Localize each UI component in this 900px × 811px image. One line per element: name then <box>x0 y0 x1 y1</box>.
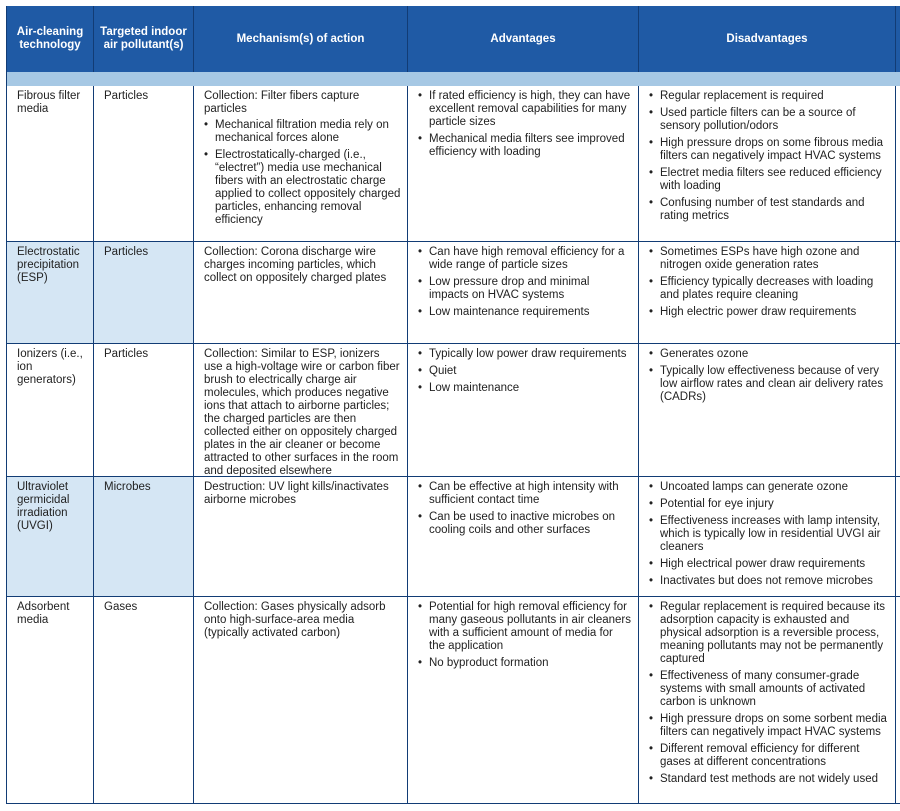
disadvantages-list <box>649 90 889 223</box>
list-item: • High pressure drops on some sorbent media filters can negatively impact HVAC systems <box>649 713 889 739</box>
list-item: • High electrical power draw requirements <box>649 558 889 571</box>
list-item: • Sometimes ESPs have high ozone and nitrogen oxide generation rates <box>649 246 889 272</box>
list-item: • Effectiveness of many consumer-grade systems with small amounts of activated carbon is unknown <box>649 670 889 709</box>
advantages-cell <box>408 477 639 597</box>
advantages-list <box>418 90 632 159</box>
list-item: • Different removal efficiency for different gases at different concentrations <box>649 743 889 769</box>
mechanism-list <box>204 119 401 227</box>
mechanism-cell <box>194 242 408 344</box>
pollutant-cell: Gases <box>94 597 194 804</box>
mechanism-cell <box>194 597 408 804</box>
disadvantages-cell <box>639 344 896 477</box>
list-item: • Low maintenance <box>418 382 632 395</box>
mechanism-text: Collection: Gases physically adsorb onto high-surface-area media (typically activated carbon) <box>204 601 386 639</box>
list-item: • Regular replacement is required because its adsorption capacity is exhausted and physical adsorption is a reversible process, meaning pollutants may not be permanently captured <box>649 601 889 666</box>
technology-cell: Electrostatic precipitation (ESP) <box>6 242 94 344</box>
pollutant-cell: Microbes <box>94 477 194 597</box>
list-item: • Confusing number of test standards and rating metrics <box>649 197 889 223</box>
advantages-list <box>418 246 632 319</box>
disadvantages-list <box>649 246 889 319</box>
mechanism-text: Collection: Similar to ESP, ionizers use a high-voltage wire or carbon fiber brush to electrically charge air molecules, which produces negative ions that attach to airborne particles; the charged particles are then collected either on oppositely charged plates in the air cleaner or become attracted to other surfaces in the room and deposited elsewhere <box>204 348 400 477</box>
disadvantages-cell <box>639 86 896 242</box>
table-row <box>6 477 900 597</box>
list-item: • Typically low effectiveness because of very low airflow rates and clean air delivery rates (CADRs) <box>649 365 889 404</box>
disadvantages-list <box>649 481 889 588</box>
list-item: • Effectiveness increases with lamp intensity, which is typically low in residential UVGI air cleaners <box>649 515 889 554</box>
header-extra-column <box>896 6 900 72</box>
advantages-list <box>418 481 632 537</box>
table-row <box>6 597 900 804</box>
disadvantages-list <box>649 601 889 786</box>
list-item: • Electrostatically-charged (i.e., “electret”) media use mechanical fibers with an electrostatic charge applied to collect oppositely charged particles, enhancing removal efficiency <box>204 149 401 227</box>
technology-cell: Fibrous filter media <box>6 86 94 242</box>
advantages-cell <box>408 242 639 344</box>
list-item: • Used particle filters can be a source of sensory pollution/odors <box>649 107 889 133</box>
pollutant-cell: Particles <box>94 242 194 344</box>
list-item: • Quiet <box>418 365 632 378</box>
list-item: • High electric power draw requirements <box>649 306 889 319</box>
list-item: • Uncoated lamps can generate ozone <box>649 481 889 494</box>
list-item: • Can be used to inactive microbes on cooling coils and other surfaces <box>418 511 632 537</box>
header-disadvantages: Disadvantages <box>639 6 896 72</box>
list-item: • No byproduct formation <box>418 657 632 670</box>
table-row <box>6 344 900 477</box>
list-item: • Mechanical filtration media rely on mechanical forces alone <box>204 119 401 145</box>
list-item: • Regular replacement is required <box>649 90 889 103</box>
pollutant-cell: Particles <box>94 86 194 242</box>
list-item: • Typically low power draw requirements <box>418 348 632 361</box>
table-row <box>6 242 900 344</box>
advantages-cell <box>408 344 639 477</box>
list-item: • Potential for eye injury <box>649 498 889 511</box>
list-item: • Generates ozone <box>649 348 889 361</box>
list-item: • If rated efficiency is high, they can have excellent removal capabilities for many particle sizes <box>418 90 632 129</box>
table-row <box>6 86 900 242</box>
extra-column-cell <box>896 242 900 344</box>
advantages-cell <box>408 597 639 804</box>
list-item: • Can have high removal efficiency for a wide range of particle sizes <box>418 246 632 272</box>
mechanism-text: Collection: Filter fibers capture particles <box>204 90 360 115</box>
mechanism-cell <box>194 477 408 597</box>
list-item: • High pressure drops on some fibrous media filters can negatively impact HVAC systems <box>649 137 889 163</box>
header-mechanism: Mechanism(s) of action <box>194 6 408 72</box>
mechanism-cell <box>194 344 408 477</box>
technology-cell: Ultraviolet germicidal irradiation (UVGI) <box>6 477 94 597</box>
advantages-list <box>418 601 632 670</box>
list-item: • Can be effective at high intensity with sufficient contact time <box>418 481 632 507</box>
list-item: • Mechanical media filters see improved efficiency with loading <box>418 133 632 159</box>
extra-column-cell <box>896 344 900 477</box>
list-item: • Efficiency typically decreases with loading and plates require cleaning <box>649 276 889 302</box>
disadvantages-cell <box>639 597 896 804</box>
technology-cell: Adsorbent media <box>6 597 94 804</box>
disadvantages-cell <box>639 242 896 344</box>
list-item: • Electret media filters see reduced efficiency with loading <box>649 167 889 193</box>
header-technology: Air-cleaning technology <box>6 6 94 72</box>
extra-column-cell <box>896 86 900 242</box>
list-item: • Low maintenance requirements <box>418 306 632 319</box>
list-item: • Standard test methods are not widely used <box>649 773 889 786</box>
list-item: • Inactivates but does not remove microbes <box>649 575 889 588</box>
header-divider-band <box>6 72 900 86</box>
mechanism-cell <box>194 86 408 242</box>
extra-column-cell <box>896 477 900 597</box>
advantages-list <box>418 348 632 395</box>
header-pollutant: Targeted indoor air pollutant(s) <box>94 6 194 72</box>
advantages-cell <box>408 86 639 242</box>
technology-cell: Ionizers (i.e., ion generators) <box>6 344 94 477</box>
mechanism-text: Destruction: UV light kills/inactivates airborne microbes <box>204 481 389 506</box>
pollutant-cell: Particles <box>94 344 194 477</box>
extra-column-cell <box>896 597 900 804</box>
disadvantages-list <box>649 348 889 404</box>
disadvantages-cell <box>639 477 896 597</box>
list-item: • Potential for high removal efficiency for many gaseous pollutants in air cleaners with a sufficient amount of media for the application <box>418 601 632 653</box>
list-item: • Low pressure drop and minimal impacts on HVAC systems <box>418 276 632 302</box>
header-advantages: Advantages <box>408 6 639 72</box>
mechanism-text: Collection: Corona discharge wire charges incoming particles, which collect on oppositely charged plates <box>204 246 387 284</box>
